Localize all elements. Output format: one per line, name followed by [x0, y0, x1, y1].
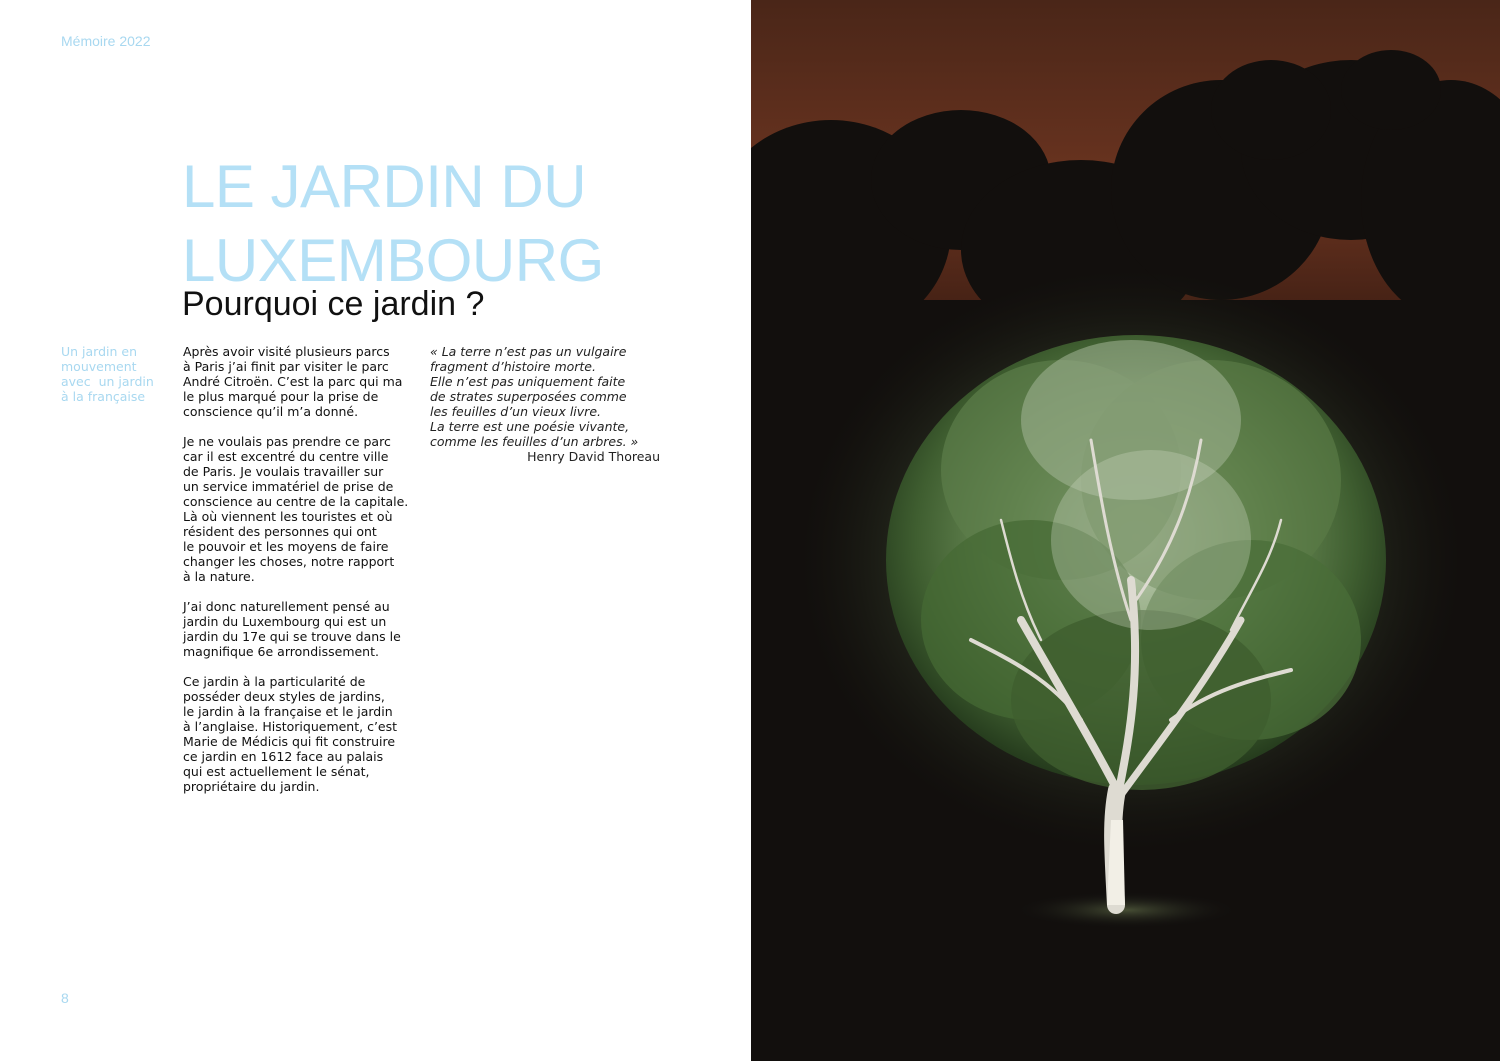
- body-line: Je ne voulais pas prendre ce parc: [183, 434, 391, 449]
- body-line: Après avoir visité plusieurs parcs: [183, 344, 390, 359]
- side-note: [61, 344, 171, 404]
- body-paragraph: [183, 674, 423, 794]
- quote-line: Elle n’est pas uniquement faite: [430, 374, 626, 389]
- body-line: magnifique 6e arrondissement.: [183, 644, 379, 659]
- body-line: André Citroën. C’est la parc qui ma: [183, 374, 403, 389]
- body-line: jardin du Luxembourg qui est un: [183, 614, 387, 629]
- body-line: un service immatériel de prise de: [183, 479, 394, 494]
- quote-line: « La terre n’est pas un vulgaire: [430, 344, 627, 359]
- body-line: Marie de Médicis qui fit construire: [183, 734, 396, 749]
- side-note-line: à la française: [61, 389, 146, 404]
- side-note-line: Un jardin en: [61, 344, 138, 359]
- body-line: car il est excentré du centre ville: [183, 449, 389, 464]
- body-line: à Paris j’ai finit par visiter le parc: [183, 359, 389, 374]
- page-number: 8: [61, 990, 69, 1006]
- quote-line: de strates superposées comme: [430, 389, 627, 404]
- running-header: Mémoire 2022: [61, 33, 151, 49]
- body-line: Là où viennent les touristes et où: [183, 509, 393, 524]
- quote-author: Henry David Thoreau: [527, 449, 660, 464]
- body-line: le pouvoir et les moyens de faire: [183, 539, 389, 554]
- title-line-1: LE JARDIN DU: [182, 153, 587, 220]
- body-paragraph: [183, 434, 423, 584]
- body-line: conscience qu’il m’a donné.: [183, 404, 359, 419]
- side-note-line: avec un jardin: [61, 374, 154, 389]
- title-line-2: LUXEMBOURG: [182, 227, 604, 294]
- body-line: le jardin à la française et le jardin: [183, 704, 393, 719]
- body-line: ce jardin en 1612 face au palais: [183, 749, 384, 764]
- body-line: à la nature.: [183, 569, 255, 584]
- illuminated-tree-icon: [751, 0, 1500, 1061]
- quote-line: La terre est une poésie vivante,: [430, 419, 630, 434]
- body-line: à l’anglaise. Historiquement, c’est: [183, 719, 398, 734]
- body-paragraph: [183, 344, 423, 419]
- body-line: Ce jardin à la particularité de: [183, 674, 366, 689]
- ground-light: [1016, 892, 1236, 928]
- quote-line: les feuilles d’un vieux livre.: [430, 404, 601, 419]
- body-line: le plus marqué pour la prise de: [183, 389, 379, 404]
- body-text: [183, 344, 423, 809]
- body-line: changer les choses, notre rapport: [183, 554, 395, 569]
- body-line: résident des personnes qui ont: [183, 524, 377, 539]
- body-line: posséder deux styles de jardins,: [183, 689, 385, 704]
- quote-line: comme les feuilles d’un arbres. »: [430, 434, 639, 449]
- quote-line: fragment d’histoire morte.: [430, 359, 596, 374]
- body-line: jardin du 17e qui se trouve dans le: [183, 629, 401, 644]
- side-note-line: mouvement: [61, 359, 137, 374]
- body-line: J’ai donc naturellement pensé au: [183, 599, 390, 614]
- epigraph-quote: [430, 344, 660, 464]
- body-line: de Paris. Je voulais travailler sur: [183, 464, 384, 479]
- body-line: propriétaire du jardin.: [183, 779, 320, 794]
- body-line: qui est actuellement le sénat,: [183, 764, 370, 779]
- tree-photo: [751, 0, 1500, 1061]
- body-paragraph: [183, 599, 423, 659]
- page-subtitle: Pourquoi ce jardin ?: [182, 285, 485, 323]
- body-line: conscience au centre de la capitale.: [183, 494, 409, 509]
- page-title: [182, 150, 702, 298]
